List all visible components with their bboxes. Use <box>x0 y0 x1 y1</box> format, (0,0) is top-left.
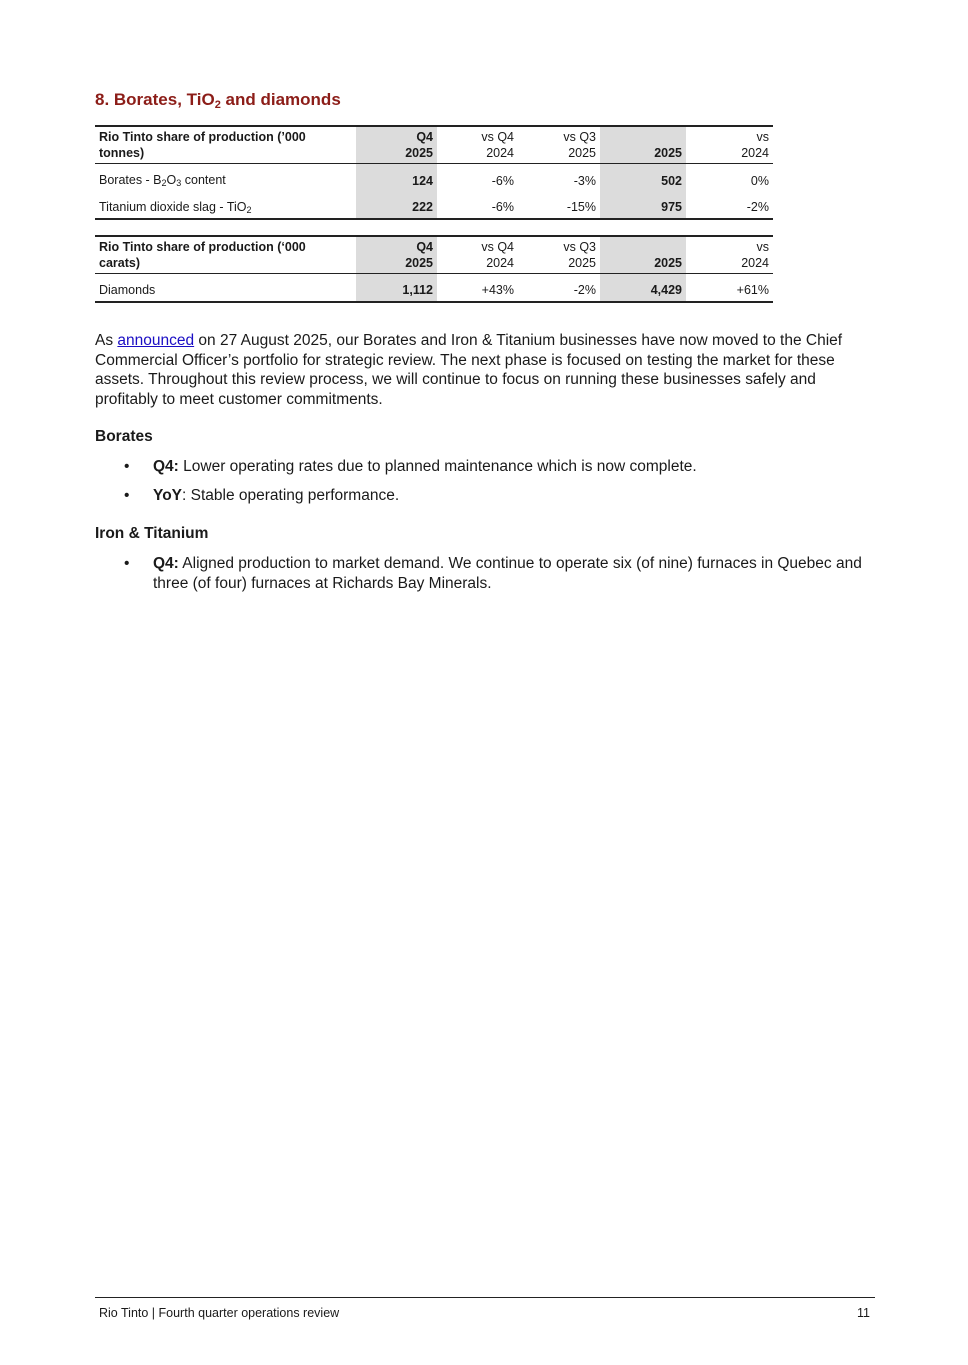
col-header-2025: 2025 <box>600 236 686 274</box>
bullet-text: Q4: Lower operating rates due to planned maintenance which is now complete. <box>153 458 697 475</box>
cell-value: -6% <box>491 199 514 214</box>
cell-value: 975 <box>600 199 686 219</box>
cell-value: 502 <box>600 172 686 191</box>
cell-value: -15% <box>566 199 596 214</box>
cell-value: -2% <box>746 199 769 214</box>
cell-value: 0% <box>750 174 769 188</box>
bullet-icon: • <box>124 555 130 572</box>
table-header-row <box>95 236 773 274</box>
table-header-label: Rio Tinto share of production (‘000 carats) <box>99 240 306 270</box>
cell-value: 1,112 <box>356 282 437 302</box>
col-header-2025: 2025 <box>600 126 686 164</box>
announced-link[interactable]: announced <box>117 332 195 349</box>
table-header-label: Rio Tinto share of production (’000 tonnes) <box>99 130 306 160</box>
bullet-icon: • <box>124 487 130 504</box>
cell-value: -6% <box>491 174 514 188</box>
bullet-icon: • <box>124 458 130 475</box>
intro-paragraph: As announced on 27 August 2025, our Borates and Iron & Titanium businesses have now moved to the Chief Commercial Officer’s portfolio for strategic review. The next phase is focused on testing the market for these assets. Throughout this review process, we will continue to focus on running these businesses safely and profitably to meet customer commitments. <box>95 332 843 408</box>
col-header-vs-q4-2024: vs Q4 2024 <box>481 130 514 160</box>
row-label-diamonds: Diamonds <box>99 282 156 297</box>
col-header-vs-2024: vs 2024 <box>741 130 769 160</box>
col-header-q4-2025: Q4 2025 <box>356 236 437 274</box>
row-label-borates: Borates - $B_2O_3$ content <box>99 172 226 188</box>
col-header-vs-2024: vs 2024 <box>741 240 769 270</box>
cell-value: 222 <box>356 199 437 219</box>
iron-titanium-heading: Iron & Titanium <box>95 525 209 542</box>
cell-value: +61% <box>736 282 769 297</box>
col-header-vs-q3-2025: vs Q3 2025 <box>563 130 596 160</box>
cell-value: 124 <box>356 172 437 191</box>
bullet-text: YoY: Stable operating performance. <box>153 487 400 504</box>
production-table-carats <box>95 235 773 303</box>
table-row <box>95 282 773 302</box>
cell-value: -2% <box>573 282 596 297</box>
col-header-vs-q3-2025: vs Q3 2025 <box>563 240 596 270</box>
row-label-titanium-dioxide-slag: Titanium dioxide slag - TiO$_2$ <box>99 199 252 215</box>
bullet-text: Q4: Aligned production to market demand. We continue to operate six (of nine) furnaces in Quebec and three (of four) furnaces at Richards Bay Minerals. <box>153 555 862 592</box>
col-header-q4-2025: Q4 2025 <box>356 126 437 164</box>
page-number: 11 <box>857 1306 870 1320</box>
production-table-tonnes <box>95 125 773 220</box>
col-header-vs-q4-2024: vs Q4 2024 <box>481 240 514 270</box>
footer-title: Rio Tinto | Fourth quarter operations review <box>99 1306 340 1320</box>
section-title: 8. Borates, TiO$_2$ and diamonds <box>95 90 341 111</box>
table-header-row <box>95 126 773 164</box>
footer-divider <box>95 1297 875 1298</box>
borates-heading: Borates <box>95 428 153 445</box>
table-row <box>95 199 773 219</box>
cell-value: -3% <box>573 174 596 188</box>
table-row <box>95 172 773 191</box>
cell-value: 4,429 <box>600 282 686 302</box>
cell-value: +43% <box>481 282 514 297</box>
